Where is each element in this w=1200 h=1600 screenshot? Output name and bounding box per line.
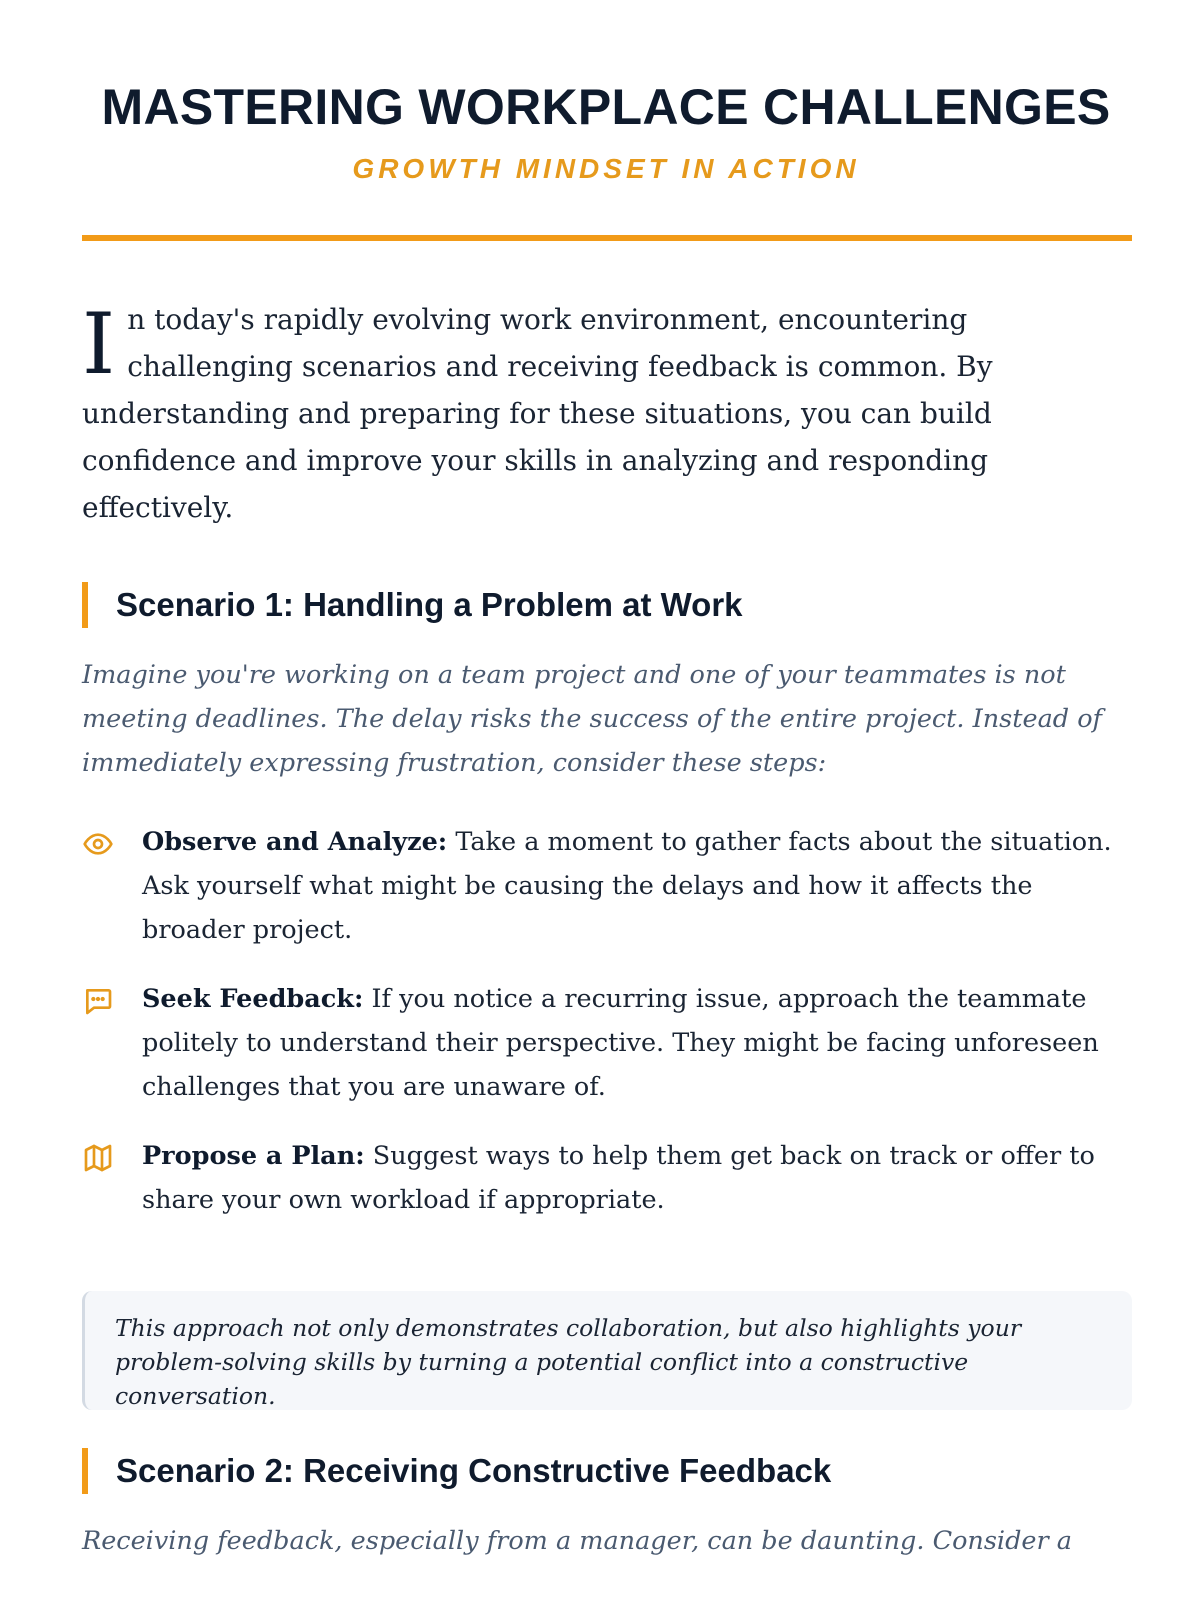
scenario-2-title: Scenario 2: Receiving Constructive Feedback — [116, 1452, 832, 1489]
scenario-2-intro: Receiving feedback, especially from a manager, can be daunting. Consider a — [82, 1526, 1073, 1556]
step-label: Propose a Plan: — [142, 1141, 365, 1171]
step-observe-analyze — [82, 820, 1142, 952]
step-label: Observe and Analyze: — [142, 827, 448, 857]
title-divider — [82, 235, 1132, 241]
callout-note-text: This approach not only demonstrates collaboration, but also highlights your problem-solving skills by turning a potential conflict into a constructive conversation. — [115, 1314, 1022, 1410]
step-label: Seek Feedback: — [142, 984, 364, 1014]
chat-bubble-icon — [82, 985, 114, 1017]
step-seek-feedback — [82, 977, 1142, 1109]
step-text: Suggest ways to help them get back on track or offer to share your own workload if appropriate. — [142, 1141, 1095, 1215]
drop-cap: I — [82, 295, 116, 393]
callout-note — [82, 1291, 1132, 1410]
eye-icon — [82, 828, 114, 860]
step-propose-plan — [82, 1134, 1142, 1222]
scenario-1-intro: Imagine you're working on a team project and one of your teammates is not meeting deadlines. The delay risks the success of the entire project. Instead of immediately expressing frustration, consider these steps: — [82, 660, 1102, 778]
intro-paragraph — [82, 296, 1042, 531]
scenario-1-heading — [82, 582, 1132, 628]
scenario-2-heading — [82, 1448, 1132, 1494]
step-text: If you notice a recurring issue, approach the teammate politely to understand their perspective. They might be facing unforeseen challenges that you are unaware of. — [142, 984, 1099, 1102]
scenario-1-title: Scenario 1: Handling a Problem at Work — [116, 586, 743, 623]
page-title: MASTERING WORKPLACE CHALLENGES — [101, 79, 1111, 135]
scenario-1-steps — [82, 820, 1142, 1247]
step-text: Take a moment to gather facts about the situation. Ask yourself what might be causing the delays and how it affects the broader project. — [142, 827, 1112, 945]
page-subtitle: GROWTH MINDSET IN ACTION — [352, 153, 860, 184]
map-icon — [82, 1142, 114, 1174]
intro-text: n today's rapidly evolving work environment, encountering challenging scenarios and receiving feedback is common. By understanding and preparing for these situations, you can build confidence and improve your skills in analyzing and responding effectively. — [82, 303, 993, 524]
